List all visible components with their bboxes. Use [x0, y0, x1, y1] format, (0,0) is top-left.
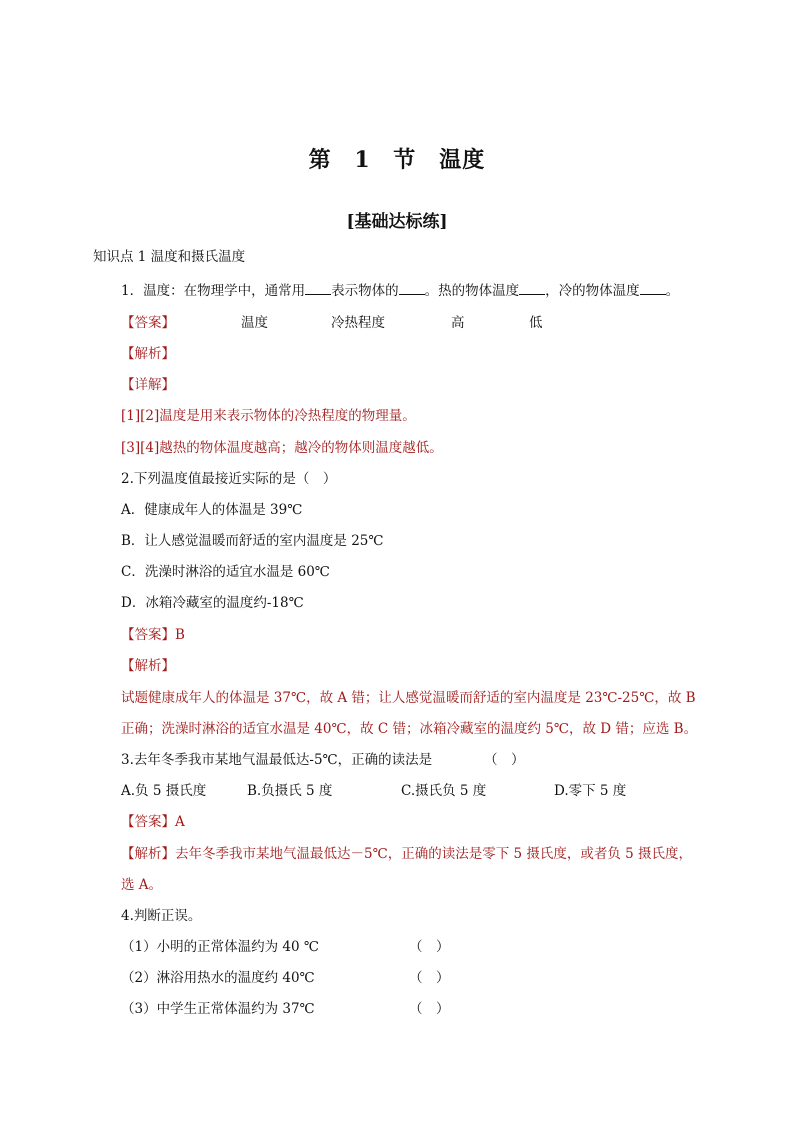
question-2-option-b: B．让人感觉温暖而舒适的室内温度是 25℃	[121, 533, 384, 549]
blank	[640, 282, 666, 295]
answer-2: 冷热程度	[331, 315, 385, 331]
answer-label: 【答案】	[121, 315, 175, 331]
question-2-analysis-line-1: 试题健康成年人的体温是 37℃，故 A 错；让人感觉温暖而舒适的室内温度是 23℃-25℃，故 B	[121, 690, 696, 706]
blank	[399, 282, 425, 295]
analysis-label: 【解析】	[121, 346, 175, 362]
question-4-item-3: （3）中学生正常体温约为 37℃ （ ）	[121, 1001, 450, 1017]
detail-line-2: [3][4]越热的物体温度越高；越冷的物体则温度越低。	[121, 440, 443, 456]
question-3-stem: 3.去年冬季我市某地气温最低达-5℃，正确的读法是	[121, 752, 433, 768]
section-subtitle: [基础达标练]	[346, 212, 448, 232]
question-3-option-d: D.零下 5 度	[554, 783, 627, 799]
question-2-option-d: D．冰箱冷藏室的温度约-18℃	[121, 595, 304, 611]
question-3-analysis-line-2: 选 A。	[121, 877, 163, 893]
question-3-option-b: B.负摄氏 5 度	[247, 783, 333, 799]
page-title: 第 1 节 温度	[308, 147, 486, 173]
detail-label: 【详解】	[121, 377, 175, 393]
answer-1: 温度	[241, 315, 268, 331]
question-3-option-a: A.负 5 摄氏度	[121, 783, 207, 799]
question-3-paren: （ ）	[484, 752, 525, 768]
question-4-item-1: （1）小明的正常体温约为 40 ℃ （ ）	[121, 939, 450, 955]
question-1-answer-row	[121, 311, 721, 331]
question-4-item-2: （2）淋浴用热水的温度约 40℃ （ ）	[121, 970, 450, 986]
answer-4: 低	[529, 315, 543, 331]
question-4-stem: 4.判断正误。	[121, 908, 202, 924]
question-3-option-c: C.摄氏负 5 度	[401, 783, 487, 799]
question-2-stem: 2.下列温度值最接近实际的是（ ）	[121, 471, 337, 487]
question-3-analysis-line-1: 【解析】去年冬季我市某地气温最低达－5℃，正确的读法是零下 5 摄氏度，或者负 5 摄氏度，	[121, 846, 693, 862]
question-1-stem: 1．温度：在物理学中，通常用 表示物体的 。热的物体温度 ，冷的物体温度 。	[121, 283, 680, 299]
question-2-analysis-line-2: 正确；洗澡时淋浴的适宜水温是 40℃，故 C 错；冰箱冷藏室的温度约 5℃，故 D 错；应选 B。	[121, 721, 698, 737]
answer-3: 高	[451, 315, 465, 331]
knowledge-point-heading: 知识点 1 温度和摄氏温度	[93, 249, 246, 265]
detail-line-1: [1][2]温度是用来表示物体的冷热程度的物理量。	[121, 408, 416, 424]
question-3-answer: 【答案】A	[121, 814, 185, 830]
question-2-answer: 【答案】B	[121, 627, 185, 643]
question-2-option-a: A．健康成年人的体温是 39℃	[121, 502, 303, 518]
blank	[305, 282, 331, 295]
question-2-analysis-label: 【解析】	[121, 658, 175, 674]
question-3-options	[121, 779, 681, 799]
blank	[519, 282, 545, 295]
question-2-option-c: C．洗澡时淋浴的适宜水温是 60℃	[121, 564, 330, 580]
